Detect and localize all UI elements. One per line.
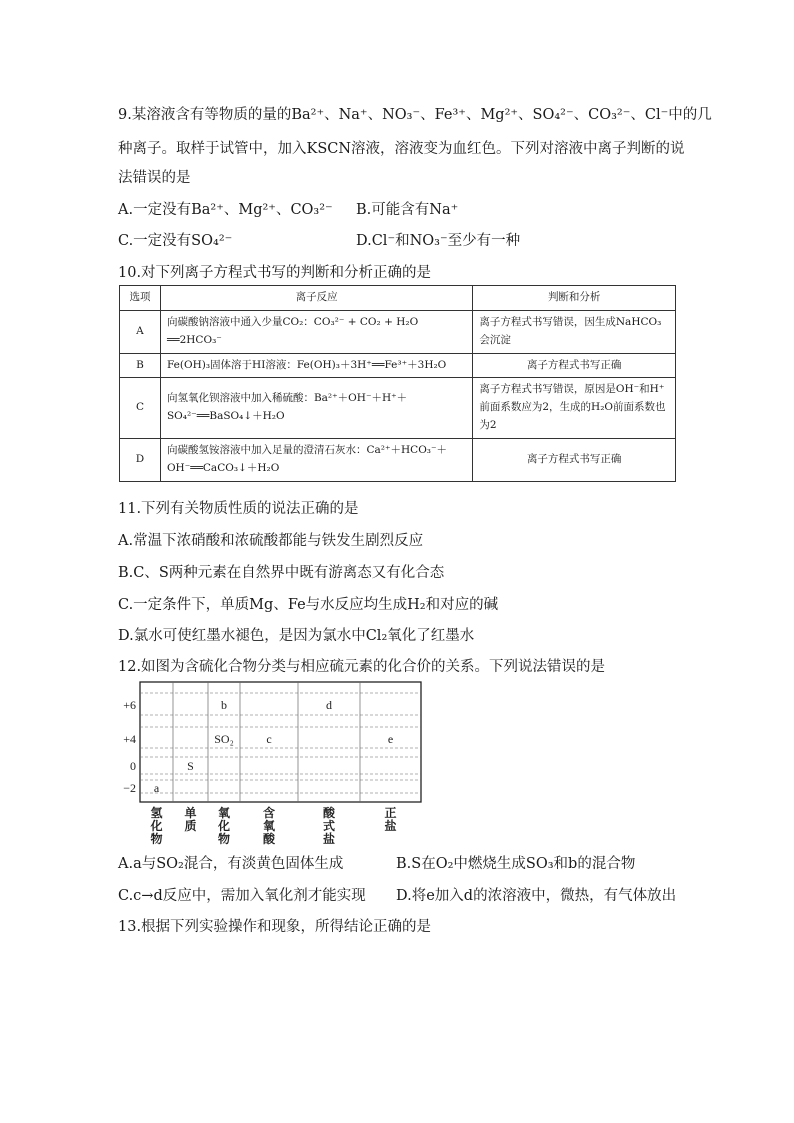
- table-row: [120, 378, 676, 439]
- header-option: 选项: [120, 286, 161, 311]
- point-label: S: [187, 759, 194, 773]
- row-option: A: [120, 310, 161, 353]
- category-label-char: 氢: [150, 806, 163, 820]
- q9-option-d: D.Cl⁻和NO₃⁻至少有一种: [356, 233, 521, 249]
- q9-option-b: B.可能含有Na⁺: [356, 202, 459, 218]
- point-label: b: [221, 698, 227, 712]
- valence-tick-label: −2: [123, 781, 136, 795]
- valence-tick-label: +4: [123, 732, 136, 746]
- category-label-char: 盐: [322, 832, 336, 845]
- row-reaction: 向碳酸氢铵溶液中加入足量的澄清石灰水：Ca²⁺＋HCO₃⁻＋OH⁻══CaCO₃↓＋H₂O: [160, 438, 472, 481]
- q9-stem-line3: 法错误的是: [118, 170, 191, 186]
- header-reaction: 离子反应: [160, 286, 472, 311]
- q11-option-c: C.一定条件下，单质Mg、Fe与水反应均生成H₂和对应的碱: [118, 597, 499, 613]
- diagram-frame: [140, 682, 421, 802]
- category-label-char: 盐: [384, 819, 397, 833]
- row-option: C: [120, 378, 161, 439]
- point-label: SO₂: [214, 732, 234, 746]
- category-label-char: 物: [217, 832, 231, 845]
- q11-option-a: A.常温下浓硝酸和浓硫酸都能与铁发生剧烈反应: [118, 533, 424, 549]
- row-reaction: Fe(OH)₃固体溶于HI溶液：Fe(OH)₃＋3H⁺══Fe³⁺＋3H₂O: [160, 353, 472, 378]
- category-label-char: 化: [217, 819, 231, 833]
- category-label-char: 氧: [217, 806, 231, 820]
- ion-equation-table: [119, 285, 676, 482]
- q13-title: 13.根据下列实验操作和现象，所得结论正确的是: [118, 919, 432, 935]
- point-label: e: [387, 732, 394, 746]
- q11-title: 11.下列有关物质性质的说法正确的是: [118, 501, 359, 517]
- valence-tick-label: +6: [123, 698, 136, 712]
- valence-tick-label: 0: [130, 759, 136, 773]
- table-row: [120, 438, 676, 481]
- category-label-char: 酸: [262, 832, 276, 845]
- table-header-row: [120, 286, 676, 311]
- point-label: a: [153, 781, 160, 795]
- table-row: [120, 310, 676, 353]
- q10-title: 10.对下列离子方程式书写的判断和分析正确的是: [118, 265, 432, 281]
- category-label-char: 正: [384, 806, 397, 820]
- q12-option-a: A.a与SO₂混合，有淡黄色固体生成: [118, 856, 344, 872]
- category-label-char: 化: [150, 819, 163, 833]
- q12-option-b: B.S在O₂中燃烧生成SO₃和b的混合物: [396, 856, 636, 872]
- q11-option-b: B.C、S两种元素在自然界中既有游离态又有化合态: [118, 565, 445, 581]
- row-analysis: 离子方程式书写正确: [473, 353, 676, 378]
- q12-option-c: C.c→d反应中，需加入氧化剂才能实现: [118, 888, 366, 904]
- q12-title: 12.如图为含硫化合物分类与相应硫元素的化合价的关系。下列说法错误的是: [118, 659, 606, 675]
- row-option: B: [120, 353, 161, 378]
- point-label: d: [326, 698, 332, 712]
- header-analysis: 判断和分析: [473, 286, 676, 311]
- q9-option-c: C.一定没有SO₄²⁻: [118, 233, 233, 249]
- category-label-char: 质: [184, 819, 197, 833]
- row-analysis: 离子方程式书写错误，因生成NaHCO₃会沉淀: [473, 310, 676, 353]
- q9-option-a: A.一定没有Ba²⁺、Mg²⁺、CO₃²⁻: [118, 202, 333, 218]
- row-reaction: 向碳酸钠溶液中通入少量CO₂：CO₃²⁻ + CO₂ + H₂O ══2HCO₃⁻: [160, 310, 472, 353]
- category-label-char: 氧: [262, 819, 276, 833]
- q9-stem-line2: 种离子。取样于试管中，加入KSCN溶液，溶液变为血红色。下列对溶液中离子判断的说: [118, 141, 685, 157]
- category-label-char: 酸: [322, 806, 336, 820]
- row-option: D: [120, 438, 161, 481]
- q11-option-d: D.氯水可使红墨水褪色，是因为氯水中Cl₂氧化了红墨水: [118, 628, 475, 644]
- row-analysis: 离子方程式书写错误，原因是OH⁻和H⁺前面系数应为2，生成的H₂O前面系数也为2: [473, 378, 676, 439]
- category-label-char: 单: [184, 806, 197, 820]
- q9-stem-line1: 9.某溶液含有等物质的量的Ba²⁺、Na⁺、NO₃⁻、Fe³⁺、Mg²⁺、SO₄²⁻、CO₃²⁻、Cl⁻中的几: [118, 107, 712, 123]
- category-label-char: 式: [322, 819, 336, 833]
- sulfur-valence-diagram: [118, 680, 428, 845]
- category-label-char: 含: [262, 806, 276, 820]
- table-row: [120, 353, 676, 378]
- category-label-char: 物: [150, 832, 163, 845]
- point-label: c: [266, 732, 272, 746]
- row-reaction: 向氢氧化钡溶液中加入稀硫酸：Ba²⁺＋OH⁻＋H⁺＋SO₄²⁻══BaSO₄↓＋H₂O: [160, 378, 472, 439]
- q12-option-d: D.将e加入d的浓溶液中，微热，有气体放出: [396, 888, 677, 904]
- row-analysis: 离子方程式书写正确: [473, 438, 676, 481]
